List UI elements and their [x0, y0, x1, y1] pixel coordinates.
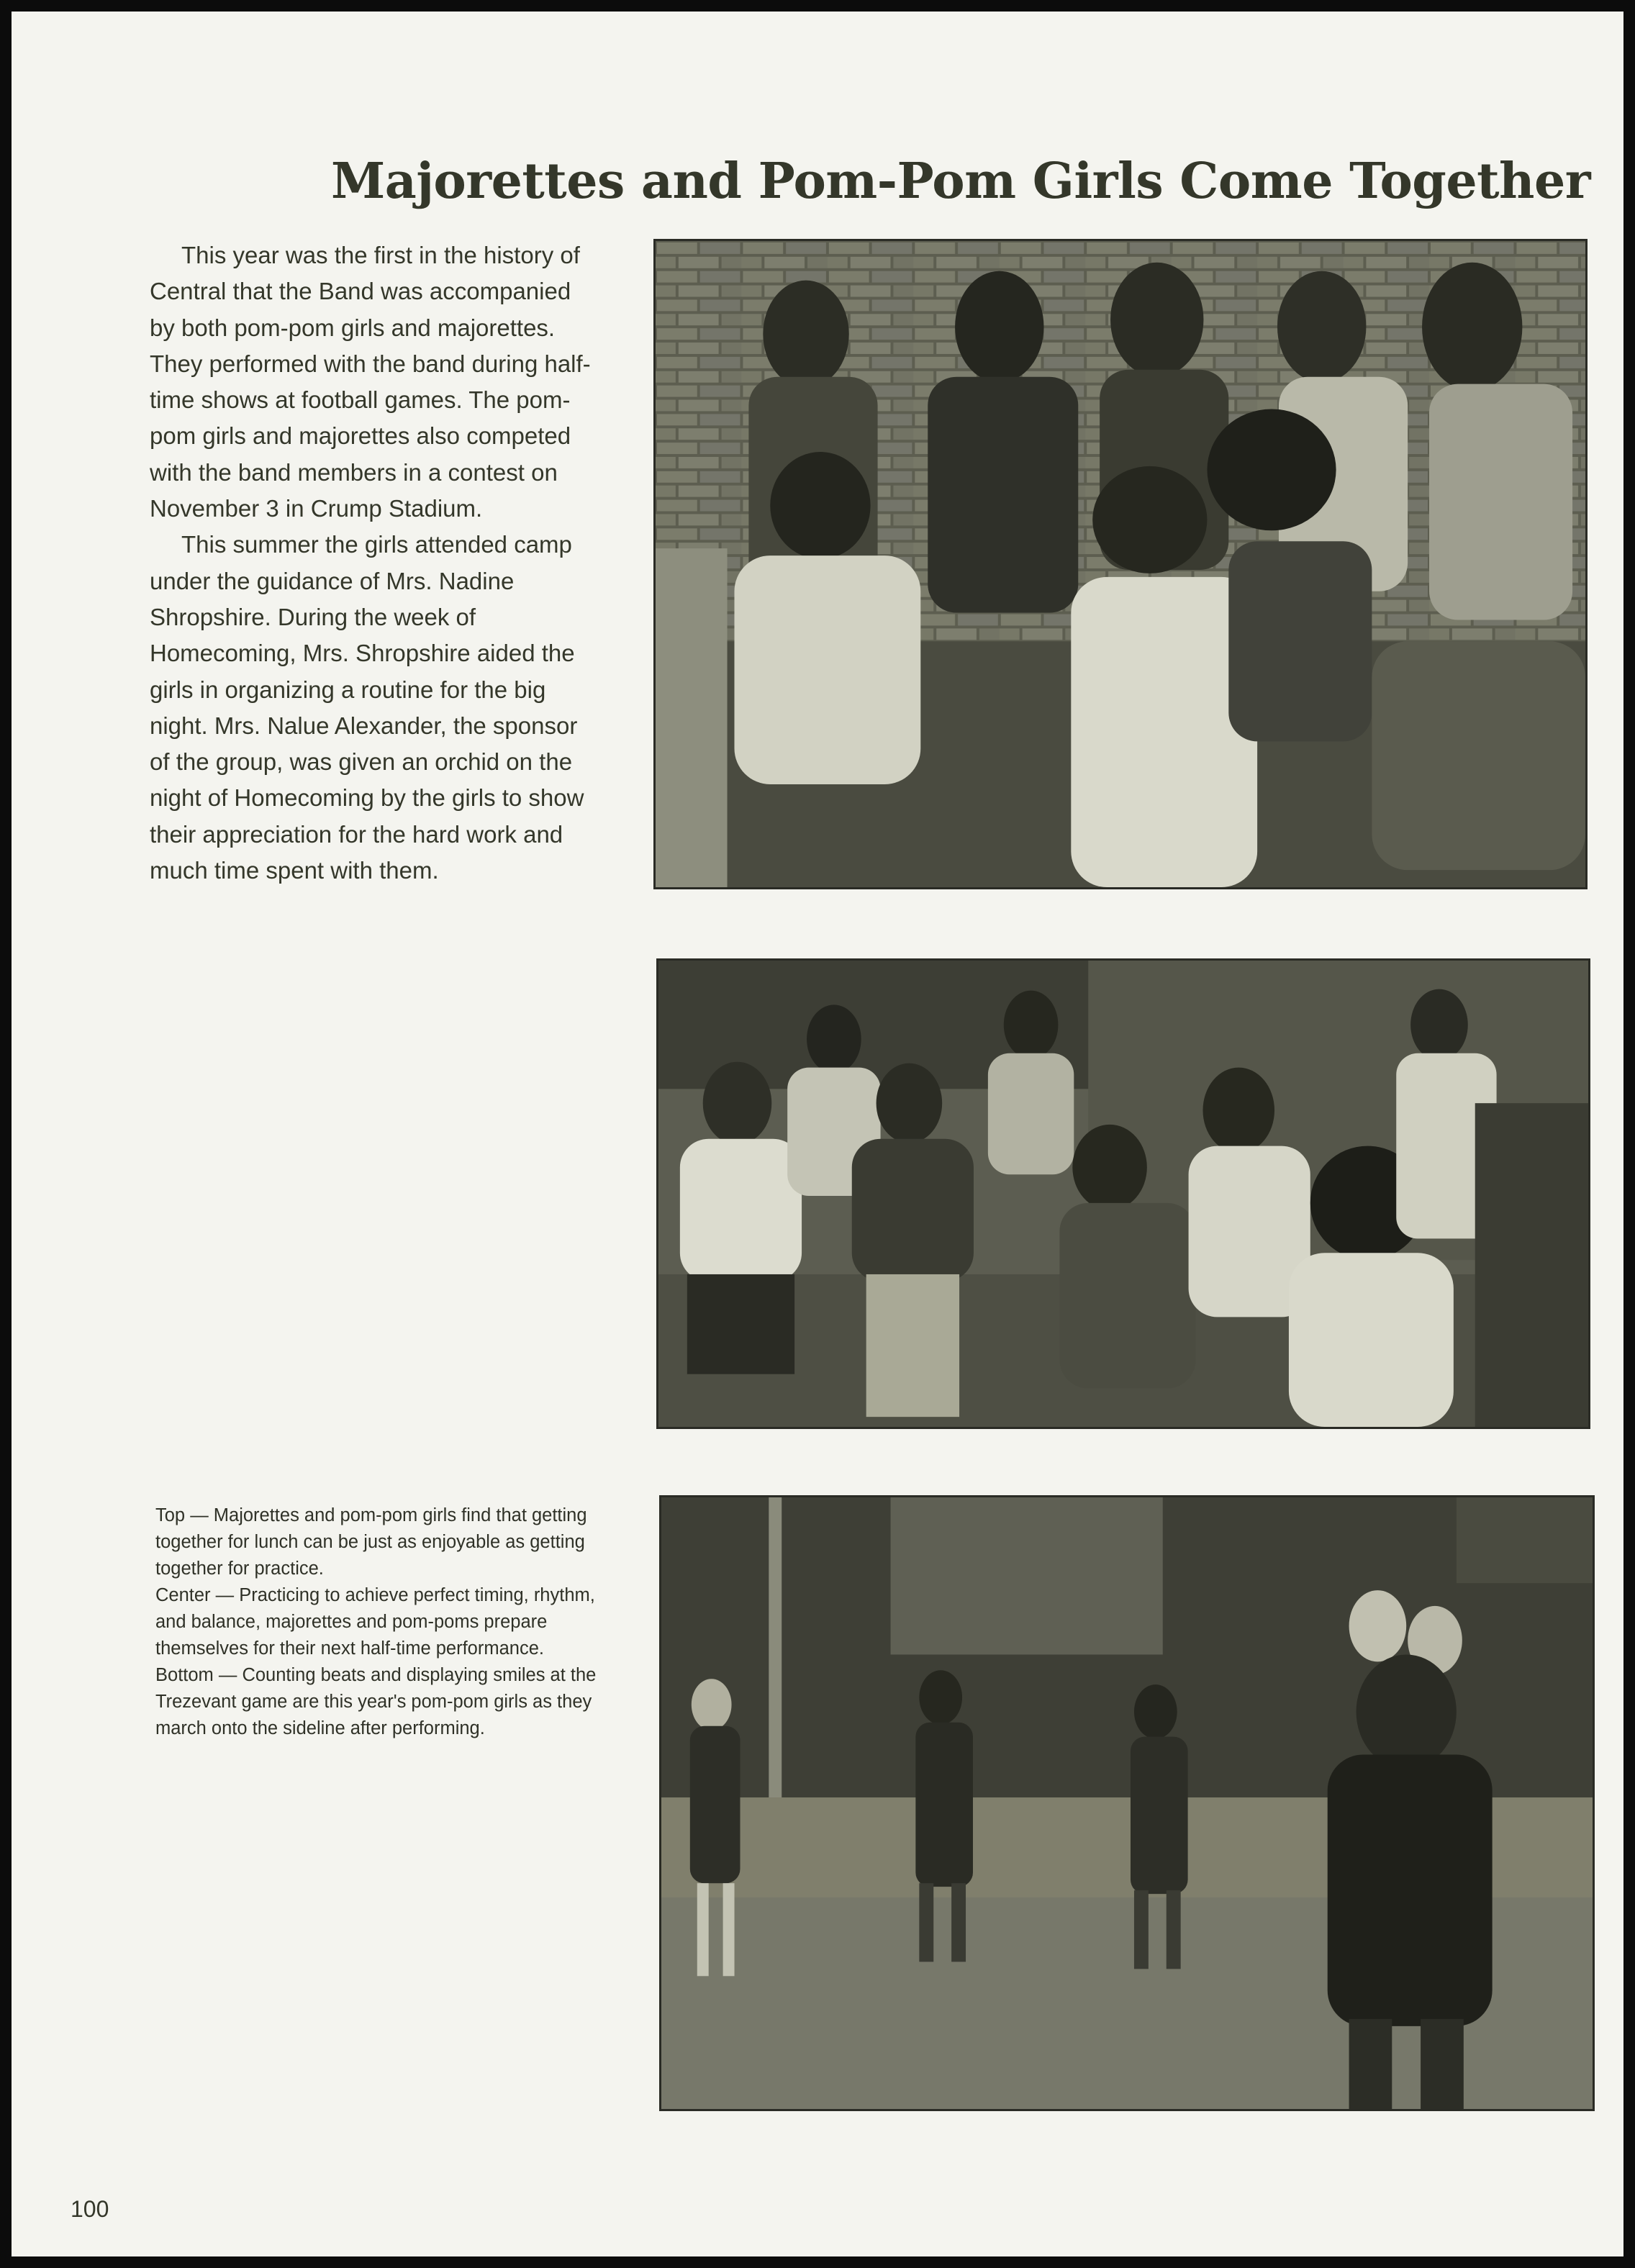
photo-center-practice	[656, 958, 1590, 1429]
photo-center-illustration	[658, 961, 1588, 1427]
caption-bottom: Bottom — Counting beats and displaying smiles at the Trezevant game are this year's pom-pom girls as they march onto the sideline after performing.	[155, 1665, 597, 1738]
caption-top: Top — Majorettes and pom-pom girls find that getting together for lunch can be just as enjoyable as getting together for practice.	[155, 1505, 587, 1579]
article-paragraph-2: This summer the girls attended camp under the guidance of Mrs. Nadine Shropshire. During the week of Homecoming, Mrs. Shropshire aided the girls in organizing a routine for the big night. Mrs. Nalue Alexander, the sponsor of the group, was given an orchid on the night of Homecoming by the girls to show their appreciation for the hard work and much time spent with them.	[150, 531, 584, 884]
photo-caption	[155, 1502, 602, 1742]
photo-bottom-illustration	[661, 1497, 1593, 2109]
photo-top-illustration	[656, 241, 1585, 887]
photo-top-group-lunch	[653, 239, 1588, 889]
page-title: Majorettes and Pom-Pom Girls Come Together	[331, 153, 1591, 210]
photo-bottom-field-march	[659, 1495, 1595, 2111]
page-number: 100	[71, 2196, 109, 2222]
article-body	[150, 237, 596, 889]
caption-center: Center — Practicing to achieve perfect timing, rhythm, and balance, majorettes and pom-poms prepare themselves for their next half-time performance.	[155, 1585, 595, 1659]
article-paragraph-1: This year was the first in the history of Central that the Band was accompanied by both pom-pom girls and majorettes. They performed with the band during half-time shows at football games. The pom-pom girls and majorettes also competed with the band members in a contest on November 3 in Crump Stadium.	[150, 242, 591, 522]
